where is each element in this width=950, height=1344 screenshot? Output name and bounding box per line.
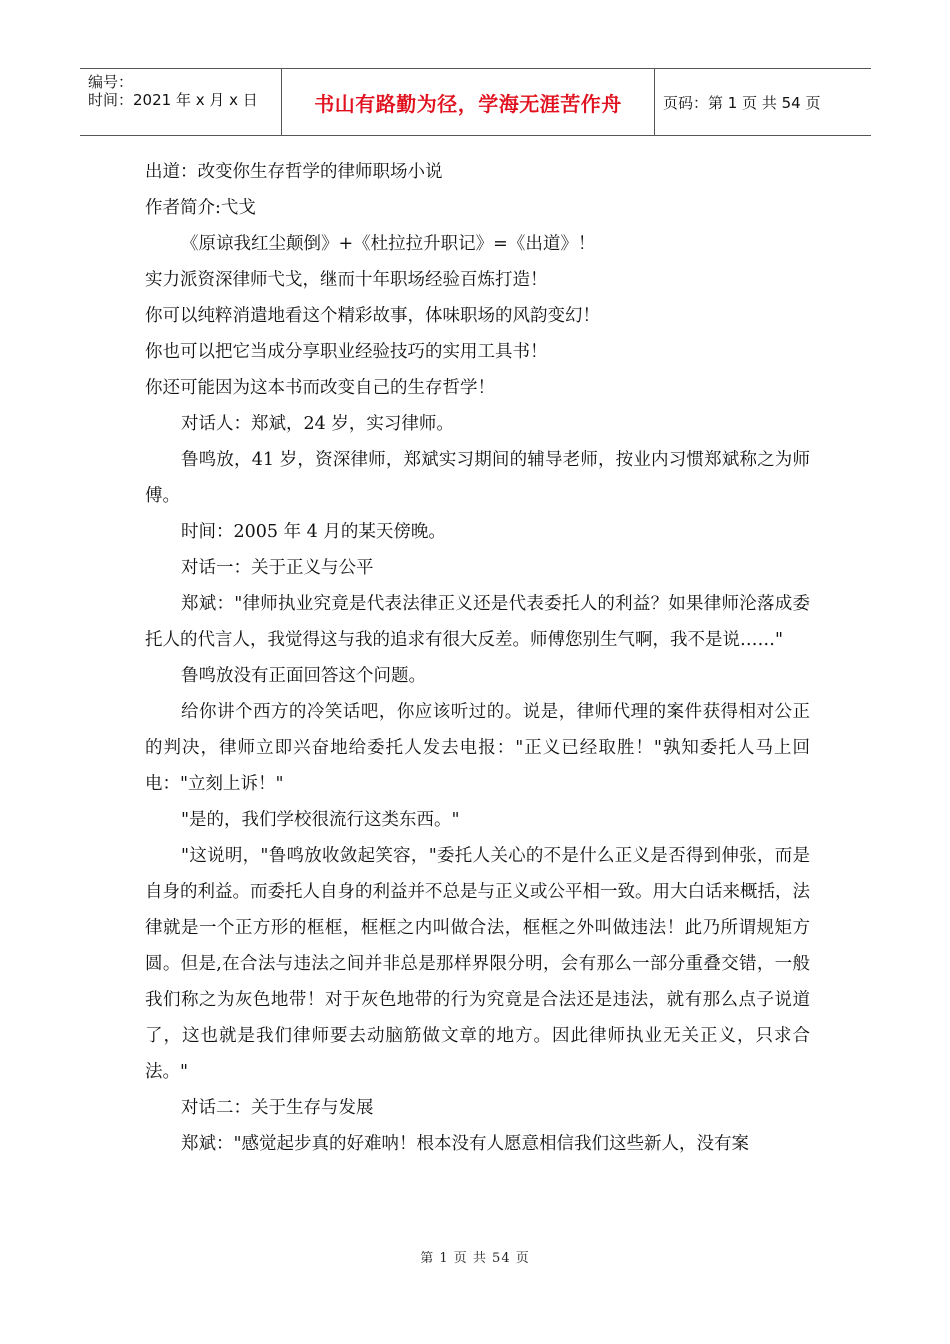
paragraph: 对话人：郑斌，24 岁，实习律师。 xyxy=(181,414,454,434)
paragraph: 郑斌："感觉起步真的好难呐！根本没有人愿意相信我们这些新人，没有案 xyxy=(181,1134,750,1154)
number-label: 编号： xyxy=(88,73,134,91)
motto: 书山有路勤为径，学海无涯苦作舟 xyxy=(282,69,655,135)
paragraph: "这说明，"鲁鸣放收敛起笑容，"委托人关心的不是什么正义是否得到伸张，而是自身的利益。而委托人自身的利益并不总是与正义或公平相一致。用大白话来概括，法律就是一个正方形的框框，框框之内叫做合法，框框之外叫做违法！此乃所谓规矩方圆。但是,在合法与违法之间并非总是那样界限分明，会有那么一部分重叠交错，一般我们称之为灰色地带！对于灰色地带的行为究竟是合法还是违法，就有那么点子说道了，这也就是我们律师要去动脑筋做文章的地方。因此律师执业无关正义，只求合法。" xyxy=(145,846,810,1082)
paragraph: 鲁鸣放没有正面回答这个问题。 xyxy=(181,666,426,686)
paragraph: 《原谅我红尘颠倒》+《杜拉拉升职记》=《出道》！ xyxy=(181,234,596,254)
paragraph: 你也可以把它当成分享职业经验技巧的实用工具书！ xyxy=(145,342,548,362)
paragraph: 实力派资深律师弋戈，继而十年职场经验百炼打造！ xyxy=(145,270,548,290)
paragraph: 给你讲个西方的冷笑话吧，你应该听过的。说是，律师代理的案件获得相对公正的判决，律师立即兴奋地给委托人发去电报："正义已经取胜！"孰知委托人马上回电："立刻上诉！" xyxy=(145,702,810,794)
paragraph: 对话一：关于正义与公平 xyxy=(181,558,374,578)
paragraph: 作者简介:弋戈 xyxy=(145,198,256,218)
page-footer: 第 1 页 共 54 页 xyxy=(420,1251,530,1266)
page-info: 页码：第 1 页 共 54 页 xyxy=(663,93,821,112)
paragraph: "是的，我们学校很流行这类东西。" xyxy=(181,810,460,830)
paragraph: 对话二：关于生存与发展 xyxy=(181,1098,374,1118)
paragraph: 鲁鸣放，41 岁，资深律师，郑斌实习期间的辅导老师，按业内习惯郑斌称之为师傅。 xyxy=(145,450,810,506)
paragraph: 出道：改变你生存哲学的律师职场小说 xyxy=(145,162,443,182)
paragraph: 你还可能因为这本书而改变自己的生存哲学！ xyxy=(145,378,495,398)
paragraph: 你可以纯粹消遣地看这个精彩故事，体味职场的风韵变幻！ xyxy=(145,306,600,326)
document-header xyxy=(80,68,871,136)
paragraph: 时间：2005 年 4 月的某天傍晚。 xyxy=(181,522,446,542)
header-meta xyxy=(80,69,282,135)
date-label: 时间：2021 年 x 月 x 日 xyxy=(88,91,258,109)
document-body xyxy=(145,154,810,1162)
paragraph: 郑斌："律师执业究竟是代表法律正义还是代表委托人的利益？如果律师沦落成委托人的代言人，我觉得这与我的追求有很大反差。师傅您别生气啊，我不是说……" xyxy=(145,594,810,650)
